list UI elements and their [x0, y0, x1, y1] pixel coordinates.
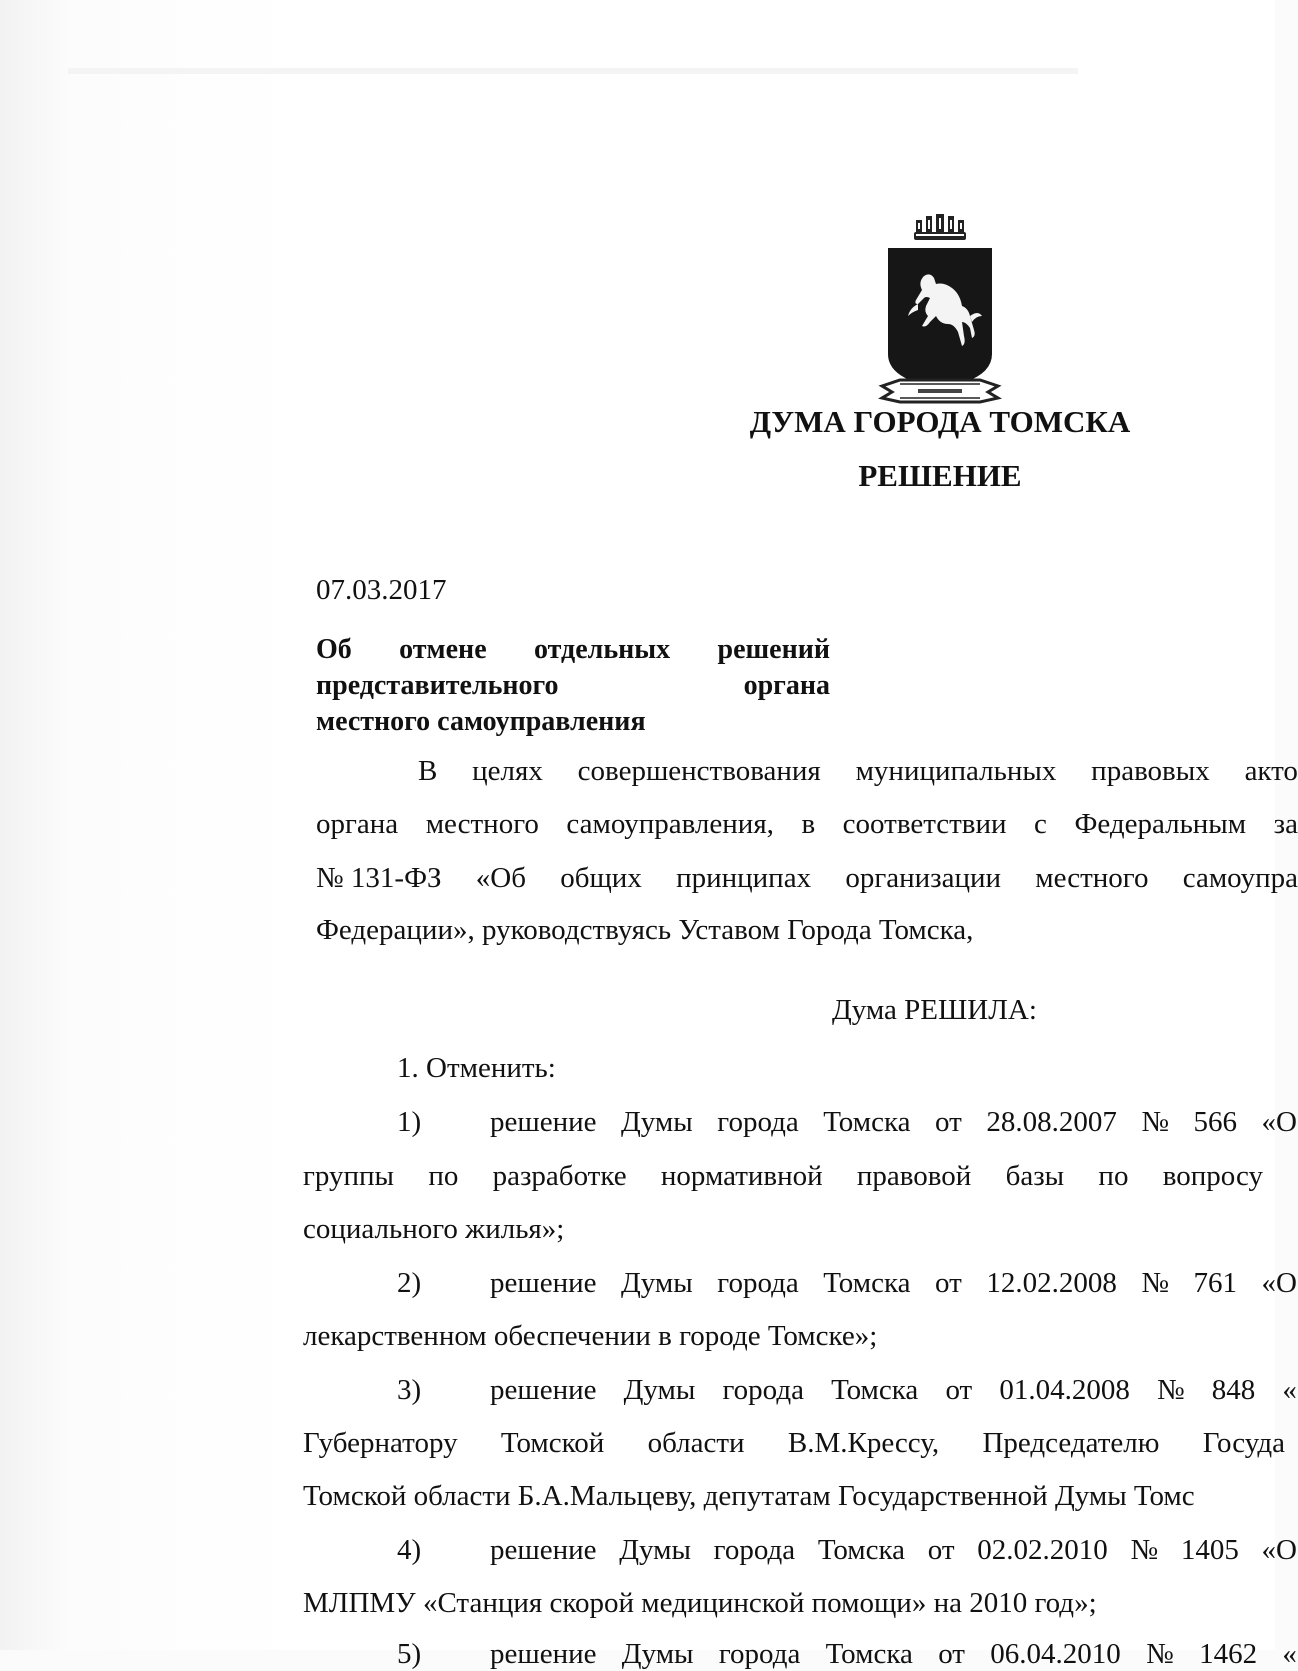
preamble-line-3: № 131-ФЗ «Об общих принципах организации местного самоупра — [316, 862, 1298, 894]
preamble-line-2: органа местного самоуправления, в соответствии с Федеральным за — [316, 808, 1298, 840]
document-type: РЕШЕНИЕ — [858, 458, 1022, 493]
organization-name: ДУМА ГОРОДА ТОМСКА — [749, 404, 1131, 439]
subitem-2-line-2: лекарственном обеспечении в городе Томске»; — [303, 1320, 878, 1352]
tomsk-coat-of-arms-icon — [878, 212, 1002, 408]
subitem-number: 1) — [397, 1106, 422, 1138]
item-1-label: 1. Отменить: — [397, 1052, 556, 1084]
subitem-number: 5) — [397, 1638, 422, 1670]
subitem-1-line-1: 1) решение Думы города Томска от 28.08.2007 № 566 «О — [397, 1106, 1297, 1138]
subitem-3-line-1: 3) решение Думы города Томска от 01.04.2008 № 848 « — [397, 1374, 1297, 1406]
subitem-number: 4) — [397, 1534, 422, 1566]
subitem-4-line-1: 4) решение Думы города Томска от 02.02.2010 № 1405 «О — [397, 1534, 1297, 1566]
subitem-2-line-1: 2) решение Думы города Томска от 12.02.2008 № 761 «О — [397, 1267, 1297, 1299]
subitem-1-line-2: группы по разработке нормативной правовой базы по вопросу — [303, 1160, 1263, 1192]
subitem-5-line-1: 5) решение Думы города Томска от 06.04.2010 № 1462 « — [397, 1638, 1297, 1670]
document-date: 07.03.2017 — [316, 574, 447, 606]
subitem-number: 3) — [397, 1374, 422, 1406]
preamble-line-4: Федерации», руководствуясь Уставом Города Томска, — [316, 914, 974, 946]
subject-line-1: Об отмене отдельных решений — [316, 634, 830, 665]
document-subject — [316, 632, 830, 740]
subject-line-2: представительного органа — [316, 670, 830, 701]
subitem-number: 2) — [397, 1267, 422, 1299]
subitem-1-line-3: социального жилья»; — [303, 1213, 565, 1245]
subitem-4-line-2: МЛПМУ «Станция скорой медицинской помощи» на 2010 год»; — [303, 1587, 1097, 1619]
subitem-3-line-3: Томской области Б.А.Мальцеву, депутатам Государственной Думы Томс — [303, 1480, 1195, 1512]
subitem-3-line-2: Губернатору Томской области В.М.Крессу, Председателю Госуда — [303, 1427, 1285, 1459]
resolution-label: Дума РЕШИЛА: — [832, 994, 1037, 1026]
subject-line-3: местного самоуправления — [316, 706, 646, 737]
scan-artifact — [68, 68, 1078, 74]
preamble-line-1: В целях совершенствования муниципальных правовых акто — [418, 755, 1298, 787]
